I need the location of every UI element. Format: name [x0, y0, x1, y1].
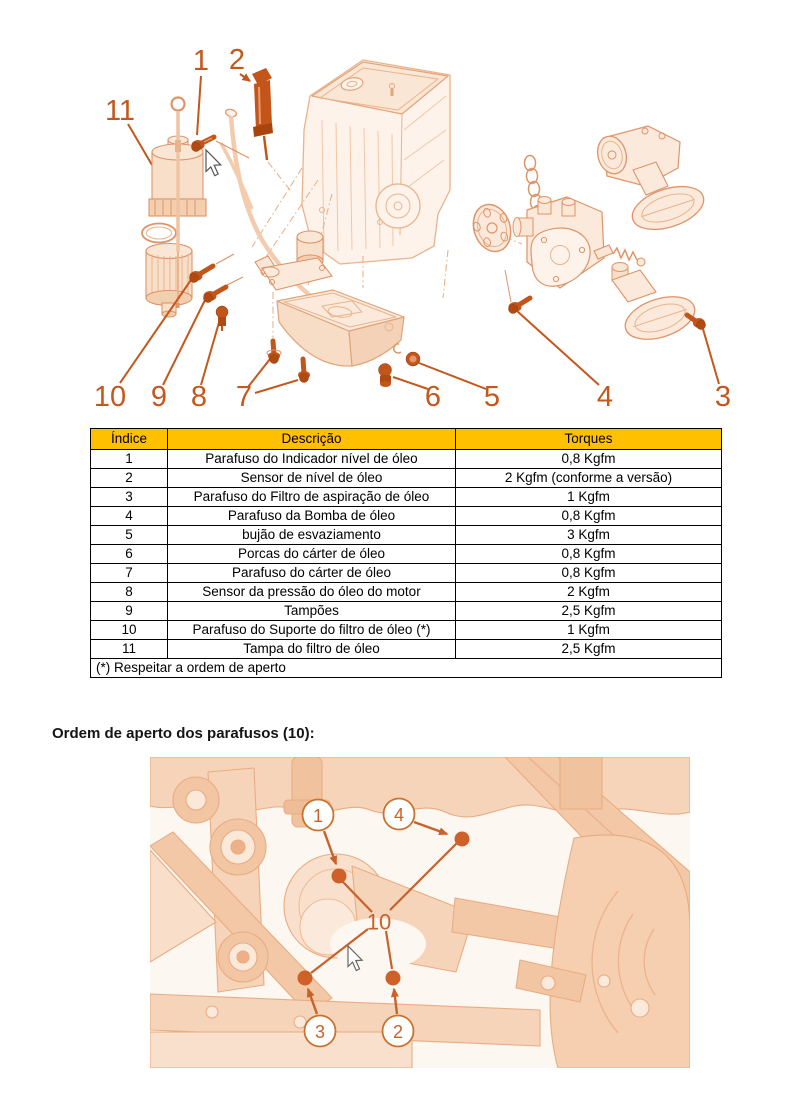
section-heading: Ordem de aperto dos parafusos (10):: [52, 725, 315, 742]
torque-row: [91, 469, 722, 488]
part-label-10: 10: [366, 909, 392, 935]
oil-pan-drawing: [277, 290, 404, 366]
row-torque: 0,8 Kgfm: [456, 450, 722, 469]
row-torque: 1 Kgfm: [456, 621, 722, 640]
row-description: Parafuso do Indicador nível de óleo: [168, 450, 456, 469]
callout-number-11: 11: [104, 95, 136, 127]
row-description: Sensor da pressão do óleo do motor: [168, 583, 456, 602]
row-description: Parafuso do Suporte do filtro de óleo (*): [168, 621, 456, 640]
row-index: 6: [91, 545, 168, 564]
bolt-3-drawing: [687, 315, 719, 384]
torque-col-descricao: Descrição: [168, 429, 456, 450]
row-index: 7: [91, 564, 168, 583]
suction-strainer-drawing: [612, 263, 700, 348]
row-description: Sensor de nível de óleo: [168, 469, 456, 488]
row-description: Parafuso da Bomba de óleo: [168, 507, 456, 526]
row-torque: 2,5 Kgfm: [456, 602, 722, 621]
torque-row: [91, 488, 722, 507]
torque-row: [91, 621, 722, 640]
row-index: 8: [91, 583, 168, 602]
callout-number-6: 6: [424, 381, 442, 413]
upper-pump-assembly-drawing: [594, 126, 710, 238]
row-index: 5: [91, 526, 168, 545]
row-description: Porcas do cárter de óleo: [168, 545, 456, 564]
callout-number-4: 4: [596, 381, 614, 413]
callout-number-1: 1: [192, 45, 210, 77]
row-torque: 0,8 Kgfm: [456, 507, 722, 526]
row-index: 11: [91, 640, 168, 659]
mouse-cursor-icon: [206, 150, 221, 176]
row-description: Tampões: [168, 602, 456, 621]
row-index: 4: [91, 507, 168, 526]
torque-row: [91, 640, 722, 659]
torque-col-torques: Torques: [456, 429, 722, 450]
row-description: bujão de esvaziamento: [168, 526, 456, 545]
callout-number-5: 5: [483, 381, 501, 413]
drain-plug-5-drawing: [406, 352, 486, 389]
row-index: 2: [91, 469, 168, 488]
callout-number-3: 3: [714, 381, 732, 413]
bolt-4-drawing: [509, 298, 600, 385]
torque-row: [91, 450, 722, 469]
torque-row: [91, 507, 722, 526]
torque-row: [91, 602, 722, 621]
order-number-2: 2: [392, 1022, 404, 1042]
bolt-dot-3: [298, 971, 313, 986]
bolt-dot-2: [386, 971, 401, 986]
row-index: 10: [91, 621, 168, 640]
torque-table: [90, 428, 722, 678]
bolt-dot-1: [332, 869, 347, 884]
row-torque: 2 Kgfm (conforme a versão): [456, 469, 722, 488]
exploded-view-figure: [85, 40, 755, 420]
row-torque: 1 Kgfm: [456, 488, 722, 507]
filter-support-drawing: [255, 231, 332, 290]
order-number-4: 4: [393, 805, 405, 825]
bolt-1-drawing: [192, 76, 250, 158]
callout-number-7: 7: [235, 381, 253, 413]
row-description: Parafuso do cárter de óleo: [168, 564, 456, 583]
bolt-7-drawing: [248, 341, 310, 393]
row-torque: 2,5 Kgfm: [456, 640, 722, 659]
torque-row: [91, 564, 722, 583]
o-ring-drawing: [142, 224, 176, 243]
row-torque: 0,8 Kgfm: [456, 564, 722, 583]
oil-level-sensor-drawing: [240, 68, 273, 160]
row-index: 9: [91, 602, 168, 621]
tightening-order-figure: [150, 757, 690, 1068]
row-description: Parafuso do Filtro de aspiração de óleo: [168, 488, 456, 507]
callout-number-10: 10: [93, 381, 127, 413]
oil-pressure-sensor-drawing: [201, 306, 228, 385]
torque-table-footnote-row: [91, 659, 722, 678]
row-index: 1: [91, 450, 168, 469]
row-description: Tampa do filtro de óleo: [168, 640, 456, 659]
torque-row: [91, 583, 722, 602]
table-footnote: (*) Respeitar a ordem de aperto: [91, 659, 722, 678]
bolt-dot-4: [455, 832, 470, 847]
clip-drawing: [394, 344, 401, 353]
engine-block-drawing: [302, 60, 450, 264]
torque-table-body: [91, 450, 722, 659]
order-number-3: 3: [314, 1022, 326, 1042]
callout-number-9: 9: [150, 381, 168, 413]
row-torque: 0,8 Kgfm: [456, 545, 722, 564]
oil-pump-drawing: [505, 197, 604, 303]
oil-filter-drawing: [128, 124, 206, 317]
torque-row: [91, 526, 722, 545]
torque-table-header-row: [91, 429, 722, 450]
engine-bay-rendering: [150, 757, 690, 1068]
nut-6-drawing: [379, 364, 429, 390]
torque-col-indice: Índice: [91, 429, 168, 450]
callout-number-8: 8: [190, 381, 208, 413]
callout-number-2: 2: [228, 44, 246, 76]
row-index: 3: [91, 488, 168, 507]
pump-sprocket-drawing: [467, 200, 516, 257]
row-torque: 3 Kgfm: [456, 526, 722, 545]
torque-row: [91, 545, 722, 564]
order-number-1: 1: [312, 806, 324, 826]
row-torque: 2 Kgfm: [456, 583, 722, 602]
